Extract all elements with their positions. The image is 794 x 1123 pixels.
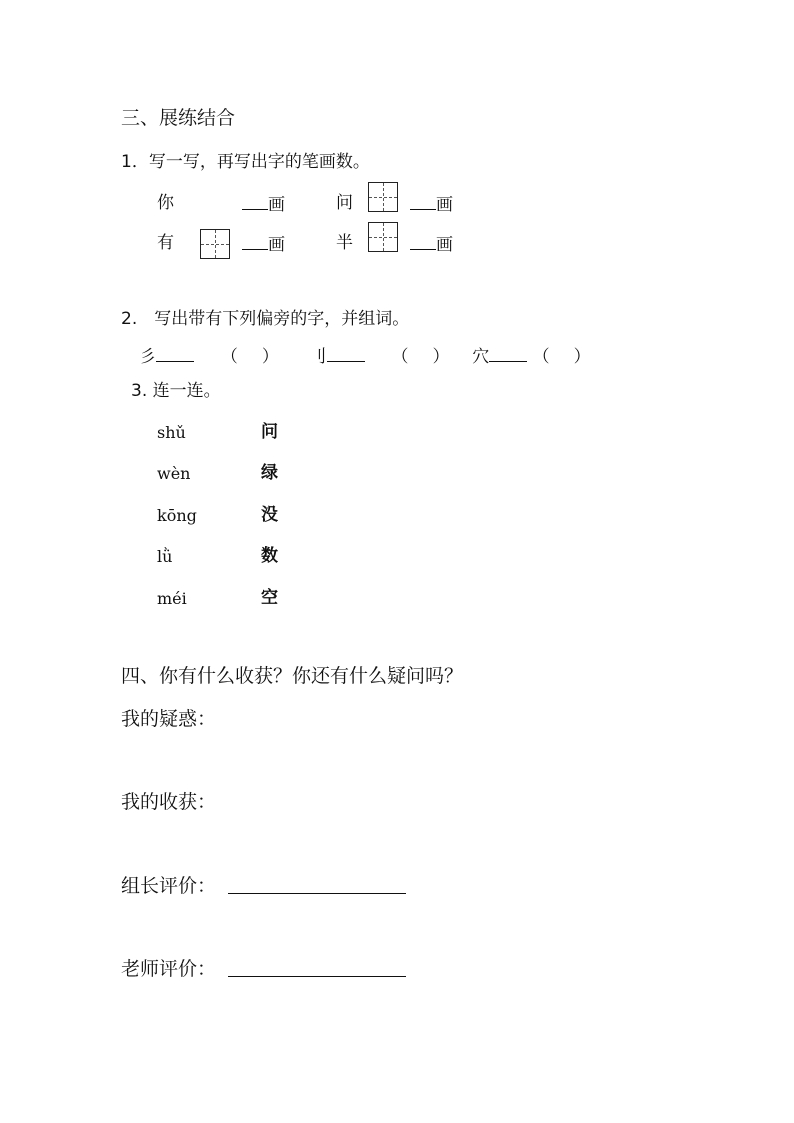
q1-stroke-answer-ban[interactable] xyxy=(410,235,453,254)
doubt-label: 我的疑惑： xyxy=(121,708,217,730)
pinyin-4[interactable]: lǜ xyxy=(157,547,173,566)
stroke-unit: 画 xyxy=(268,235,285,255)
leader-evaluation-line[interactable] xyxy=(228,893,406,894)
stroke-unit: 画 xyxy=(268,195,285,215)
section-3-title: 三、展练结合 xyxy=(121,107,236,129)
match-char-3[interactable]: 没 xyxy=(261,505,278,525)
q2-prompt: 2. 写出带有下列偏旁的字，并组词。 xyxy=(121,309,410,329)
paren-close: ） xyxy=(261,347,279,367)
stroke-count-blank[interactable] xyxy=(242,195,268,210)
stroke-unit: 画 xyxy=(436,195,453,215)
pinyin-3[interactable]: kōng xyxy=(157,506,197,525)
match-char-2[interactable]: 绿 xyxy=(261,463,278,483)
q1-char-wen: 问 xyxy=(336,193,353,213)
pinyin-1[interactable]: shǔ xyxy=(157,423,186,442)
q1-char-you: 有 xyxy=(157,233,174,253)
q2-radical-row xyxy=(139,347,591,366)
q3-prompt: 3. 连一连。 xyxy=(131,381,221,401)
q1-char-ni: 你 xyxy=(157,193,174,213)
paren-open: （ xyxy=(391,347,409,367)
teacher-evaluation-label: 老师评价： xyxy=(121,958,217,980)
char-blank[interactable] xyxy=(156,347,194,362)
radical-dao: 刂 xyxy=(309,347,327,367)
match-char-1[interactable]: 问 xyxy=(261,422,278,442)
writing-grid-wen[interactable] xyxy=(368,182,398,212)
paren-close: ） xyxy=(573,347,591,367)
char-blank[interactable] xyxy=(327,347,365,362)
section-4-title: 四、你有什么收获？你还有什么疑问吗？ xyxy=(121,665,464,687)
teacher-evaluation-line[interactable] xyxy=(228,976,406,977)
radical-xue: 穴 xyxy=(472,347,490,367)
char-blank[interactable] xyxy=(489,347,527,362)
radical-shan: 彡 xyxy=(139,347,156,367)
leader-evaluation-label: 组长评价： xyxy=(121,875,217,897)
stroke-unit: 画 xyxy=(436,235,453,255)
gain-label: 我的收获： xyxy=(121,791,217,813)
writing-grid-you[interactable] xyxy=(200,229,230,259)
stroke-count-blank[interactable] xyxy=(410,235,436,250)
q1-stroke-answer-you[interactable] xyxy=(242,235,285,254)
paren-close: ） xyxy=(432,347,450,367)
writing-grid-ban[interactable] xyxy=(368,222,398,252)
q1-stroke-answer-ni[interactable] xyxy=(242,195,285,214)
paren-open: （ xyxy=(532,347,550,367)
match-char-4[interactable]: 数 xyxy=(261,546,278,566)
match-char-5[interactable]: 空 xyxy=(261,588,278,608)
paren-open: （ xyxy=(220,347,238,367)
q1-prompt: 1．写一写，再写出字的笔画数。 xyxy=(121,152,370,172)
q1-char-ban: 半 xyxy=(336,233,353,253)
pinyin-2[interactable]: wèn xyxy=(157,464,191,483)
stroke-count-blank[interactable] xyxy=(410,195,436,210)
q1-stroke-answer-wen[interactable] xyxy=(410,195,453,214)
pinyin-5[interactable]: méi xyxy=(157,589,187,608)
stroke-count-blank[interactable] xyxy=(242,235,268,250)
